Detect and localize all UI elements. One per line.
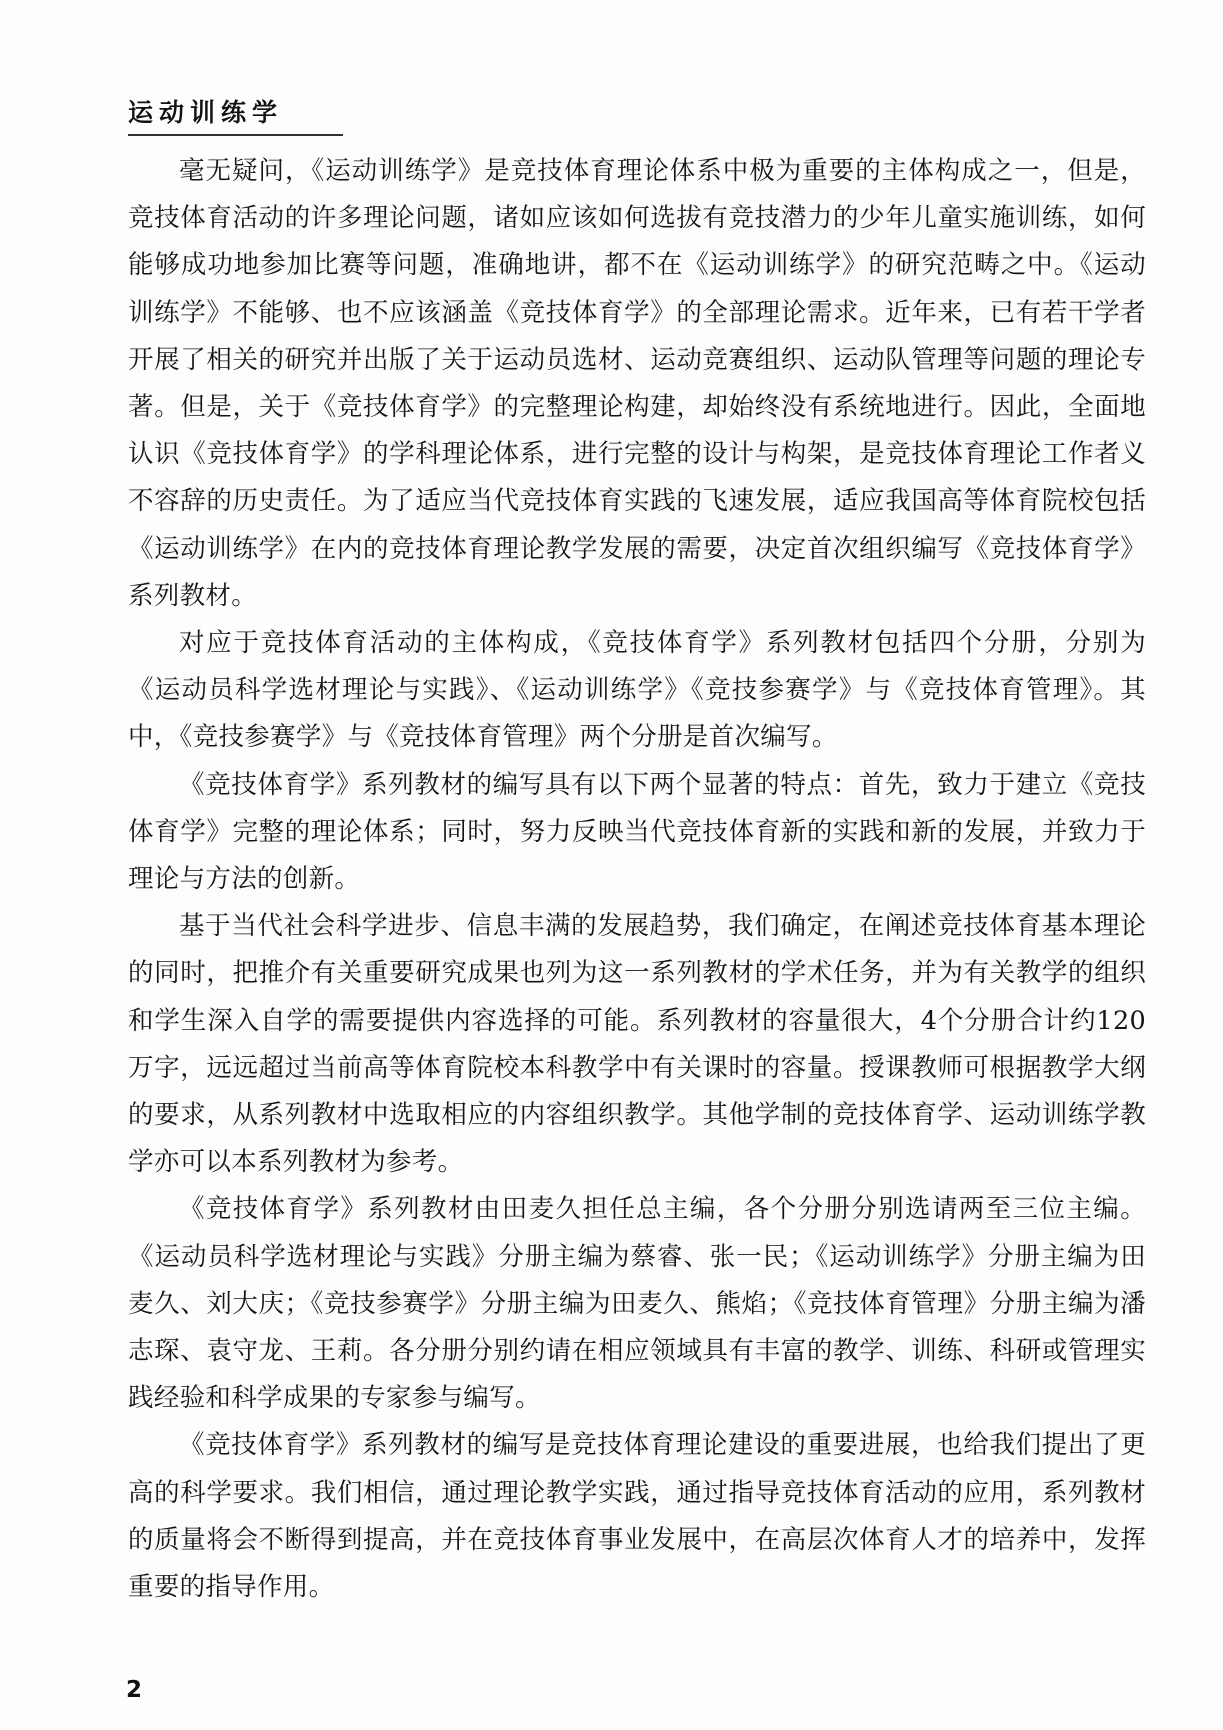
paragraph-1: 毫无疑问，《运动训练学》是竞技体育理论体系中极为重要的主体构成之一，但是，竞技体育活动的许多理论问题，诸如应该如何选拔有竞技潜力的少年儿童实施训练，如何能够成功地参加比赛等问题，准确地讲，都不在《运动训练学》的研究范畴之中。《运动训练学》不能够、也不应该涵盖《竞技体育学》的全部理论需求。近年来，已有若干学者开展了相关的研究并出版了关于运动员选材、运动竞赛组织、运动队管理等问题的理论专著。但是，关于《竞技体育学》的完整理论构建，却始终没有系统地进行。因此，全面地认识《竞技体育学》的学科理论体系，进行完整的设计与构架，是竞技体育理论工作者义不容辞的历史责任。为了适应当代竞技体育实践的飞速发展，适应我国高等体育院校包括《运动训练学》在内的竞技体育理论教学发展的需要，决定首次组织编写《竞技体育学》系列教材。 bbox=[128, 156, 1146, 611]
paragraph-6: 《竞技体育学》系列教材的编写是竞技体育理论建设的重要进展，也给我们提出了更高的科学要求。我们相信，通过理论教学实践，通过指导竞技体育活动的应用，系列教材的质量将会不断得到提高，并在竞技体育事业发展中，在高层次体育人才的培养中，发挥重要的指导作用。 bbox=[128, 1430, 1146, 1603]
paragraph-5: 《竞技体育学》系列教材由田麦久担任总主编，各个分册分别选请两至三位主编。《运动员科学选材理论与实践》分册主编为蔡睿、张一民；《运动训练学》分册主编为田麦久、刘大庆；《竞技参赛学》分册主编为田麦久、熊焰；《竞技体育管理》分册主编为潘志琛、袁守龙、王莉。各分册分别约请在相应领域具有丰富的教学、训练、科研或管理实践经验和科学成果的专家参与编写。 bbox=[128, 1194, 1146, 1414]
running-header bbox=[128, 96, 343, 136]
paragraph-4: 基于当代社会科学进步、信息丰满的发展趋势，我们确定，在阐述竞技体育基本理论的同时，把推介有关重要研究成果也列为这一系列教材的学术任务，并为有关教学的组织和学生深入自学的需要提供内容选择的可能。系列教材的容量很大，4个分册合计约120万字，远远超过当前高等体育院校本科教学中有关课时的容量。授课教师可根据教学大纲的要求，从系列教材中选取相应的内容组织教学。其他学制的竞技体育学、运动训练学教学亦可以本系列教材为参考。 bbox=[128, 911, 1146, 1178]
paragraph-3: 《竞技体育学》系列教材的编写具有以下两个显著的特点：首先，致力于建立《竞技体育学》完整的理论体系；同时，努力反映当代竞技体育新的实践和新的发展，并致力于理论与方法的创新。 bbox=[128, 769, 1146, 895]
paragraph-2: 对应于竞技体育活动的主体构成，《竞技体育学》系列教材包括四个分册，分别为《运动员科学选材理论与实践》、《运动训练学》《竞技参赛学》与《竞技体育管理》。其中，《竞技参赛学》与《竞技体育管理》两个分册是首次编写。 bbox=[128, 628, 1146, 753]
body-text bbox=[128, 148, 1146, 1611]
page-number: 2 bbox=[126, 1677, 143, 1703]
header-rule bbox=[128, 134, 343, 136]
running-header-title: 运动训练学 bbox=[128, 98, 284, 127]
